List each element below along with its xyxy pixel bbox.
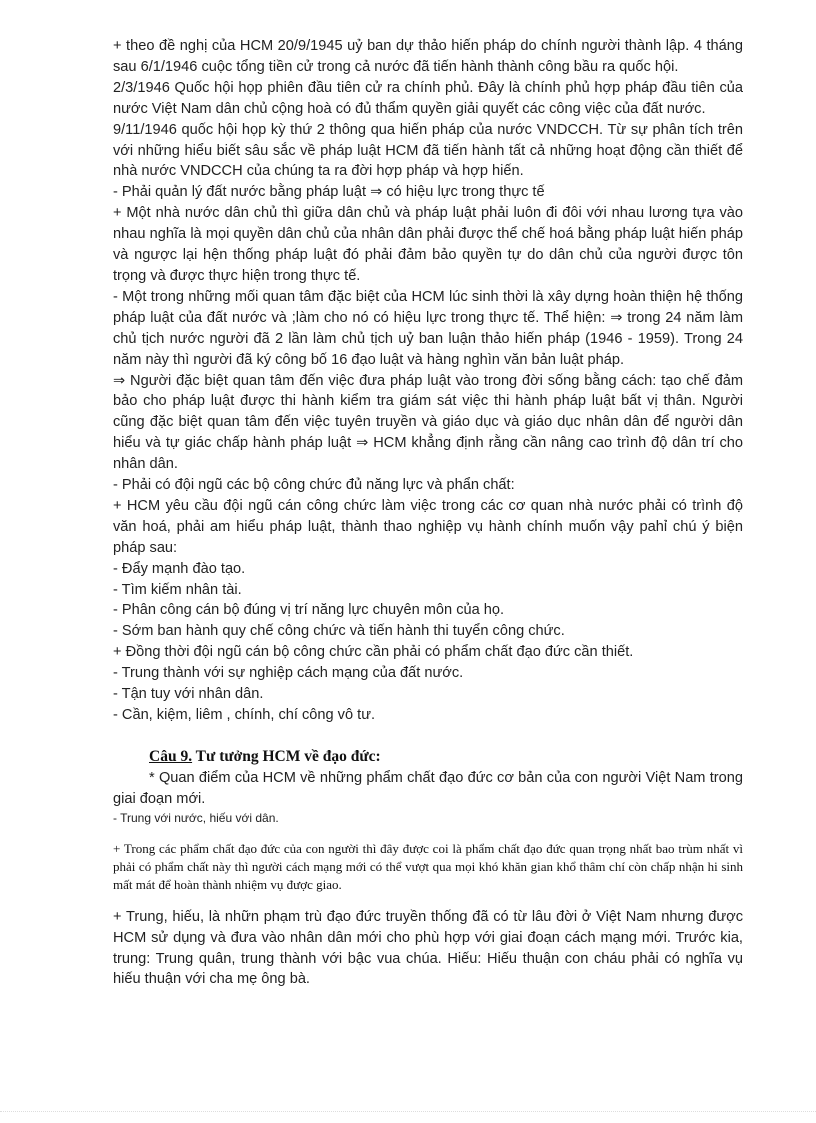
page-bottom-border (0, 1111, 816, 1112)
section-spacer (113, 726, 743, 746)
section-last-paragraph: + Trung, hiếu, là nhữn phạm trù đạo đức truyền thống đã có từ lâu đời ở Việt Nam nhưng được HCM sử dụng và đưa vào nhân dân mới cho phù hợp với giai đoạn cách mạng mới. Trước kia, trung: Trung quân, trung thành với bậc vua chúa. Hiếu: Hiếu thuận con cháu phải có nghĩa vụ hiếu thuận với cha mẹ ông bà. (113, 908, 743, 988)
list-item-loyalty: - Trung thành với sự nghiệp cách mạng của đất nước. (113, 665, 464, 682)
section-subpoint: - Trung với nước, hiếu với dân. (113, 810, 279, 825)
list-item-devotion: - Tận tuy với nhân dân. (113, 686, 264, 703)
paragraph-legal-system: - Một trong những mối quan tâm đặc biệt của HCM lúc sinh thời là xây dựng hoàn thiện hệ thống pháp luật của đất nước và ;làm cho nó có hiệu lực trong thực tế. Thể hiện: ⇒ trong 24 năm làm chủ tịch nước người đã 2 lần làm chủ tịch uỷ ban luận thảo hiến pháp (1946 - 1959). Trong 24 năm này thì người đã ký công bố 16 đạo luật và hàng nghìn văn bản luật pháp. (113, 288, 743, 368)
paragraph-ethics-needed: + Đồng thời đội ngũ cán bộ công chức cần phải có phẩm chất đạo đức cần thiết. (113, 644, 634, 661)
section-intro: * Quan điểm của HCM về những phẩm chất đạo đức cơ bản của con người Việt Nam trong giai đoạn mới. (113, 769, 743, 807)
section-bold-paragraph: + Trong các phẩm chất đạo đức của con người thì đây được coi là phẩm chất đạo đức quan trọng nhất bao trùm nhất vì phải có phẩm chất này thì người cách mạng mới có thể vượt qua mọi khó khăn gian khổ thâm chí còn chấp nhận hi sinh mất mát để hoàn thành nhiệm vụ được giao. (113, 840, 743, 892)
list-item-talent: - Tìm kiếm nhân tài. (113, 581, 242, 598)
paragraph-democracy-and-law: + Một nhà nước dân chủ thì giữa dân chủ và pháp luật phải luôn đi đôi với nhau lương tựa vào nhau nghĩa là mọi quyền dân chủ của nhân dân phải được thể chế hoá bằng pháp luật hiến pháp và ngược lại hện thống pháp luật đó phải đảm bảo quyền tự do dân chủ của người được tôn trọng và được thực hiện trong thực tế. (113, 205, 743, 284)
paragraph-second-session: 9/11/1946 quốc hội họp kỳ thứ 2 thông qua hiến pháp của nước VNDCCH. Từ sự phân tích trên với những hiểu biết sâu sắc về pháp luật HCM đã tiến hành tất cả những hoạt động cần thiết để nhà nước VNDCCH của chúng ta ra đời hợp pháp và hợp hiến. (113, 121, 743, 180)
section-heading (149, 746, 743, 768)
list-item-assignment: - Phân công cán bộ đúng vị trí năng lực chuyên môn của họ. (113, 602, 505, 619)
paragraph-rule-by-law: - Phải quản lý đất nước bằng pháp luật ⇒ có hiệu lực trong thực tế (113, 184, 545, 201)
paragraph-first-session: 2/3/1946 Quốc hội họp phiên đầu tiên cử ra chính phủ. Đây là chính phủ hợp pháp đầu tiên của nước Việt Nam dân chủ cộng hoà có đủ thẩm quyền giải quyết các công việc của đất nước. (113, 79, 743, 117)
section-title: Tư tưởng HCM về đạo đức: (192, 747, 381, 765)
paragraph-civil-servants: - Phải có đội ngũ các bộ công chức đủ năng lực và phẩn chất: (113, 477, 515, 494)
document-page (113, 36, 743, 990)
paragraph-constitution-committee: + theo đề nghị của HCM 20/9/1945 uỷ ban dự thảo hiến pháp do chính người thành lập. 4 tháng sau 6/1/1946 cuộc tổng tiền cử trong cả nước đã tiến hành thành công bầu ra quốc hội. (113, 38, 743, 75)
list-item-training: - Đẩy mạnh đào tạo. (113, 560, 246, 577)
paragraph-law-in-life: ⇒ Người đặc biệt quan tâm đến việc đưa pháp luật vào trong đời sống bằng cách: tạo chế đảm bảo cho pháp luật được thi hành kiểm tra giám sát việc thi hành pháp luật bất vị thân. Người cũng đặc biệt quan tâm đến việc tuyên truyền và giáo dục và giáo dục nhân dân để người dân hiểu và tự giác chấp hành pháp luật ⇒ HCM khẳng định rằng cần nâng cao trình độ dân trí cho nhân dân. (113, 372, 743, 473)
list-item-virtues: - Cần, kiệm, liêm , chính, chí công vô tư. (113, 707, 376, 723)
paragraph-requirements: + HCM yêu cầu đội ngũ cán công chức làm việc trong các cơ quan nhà nước phải có trình độ văn hoá, phải am hiểu pháp luật, thành thao nghiệp vụ hành chính muốn vậy pahỉ chú ý biện pháp sau: (113, 497, 743, 556)
list-item-regulations: - Sớm ban hành quy chế công chức và tiến hành thi tuyển công chức. (113, 623, 565, 640)
section-number: Câu 9. (149, 747, 193, 765)
